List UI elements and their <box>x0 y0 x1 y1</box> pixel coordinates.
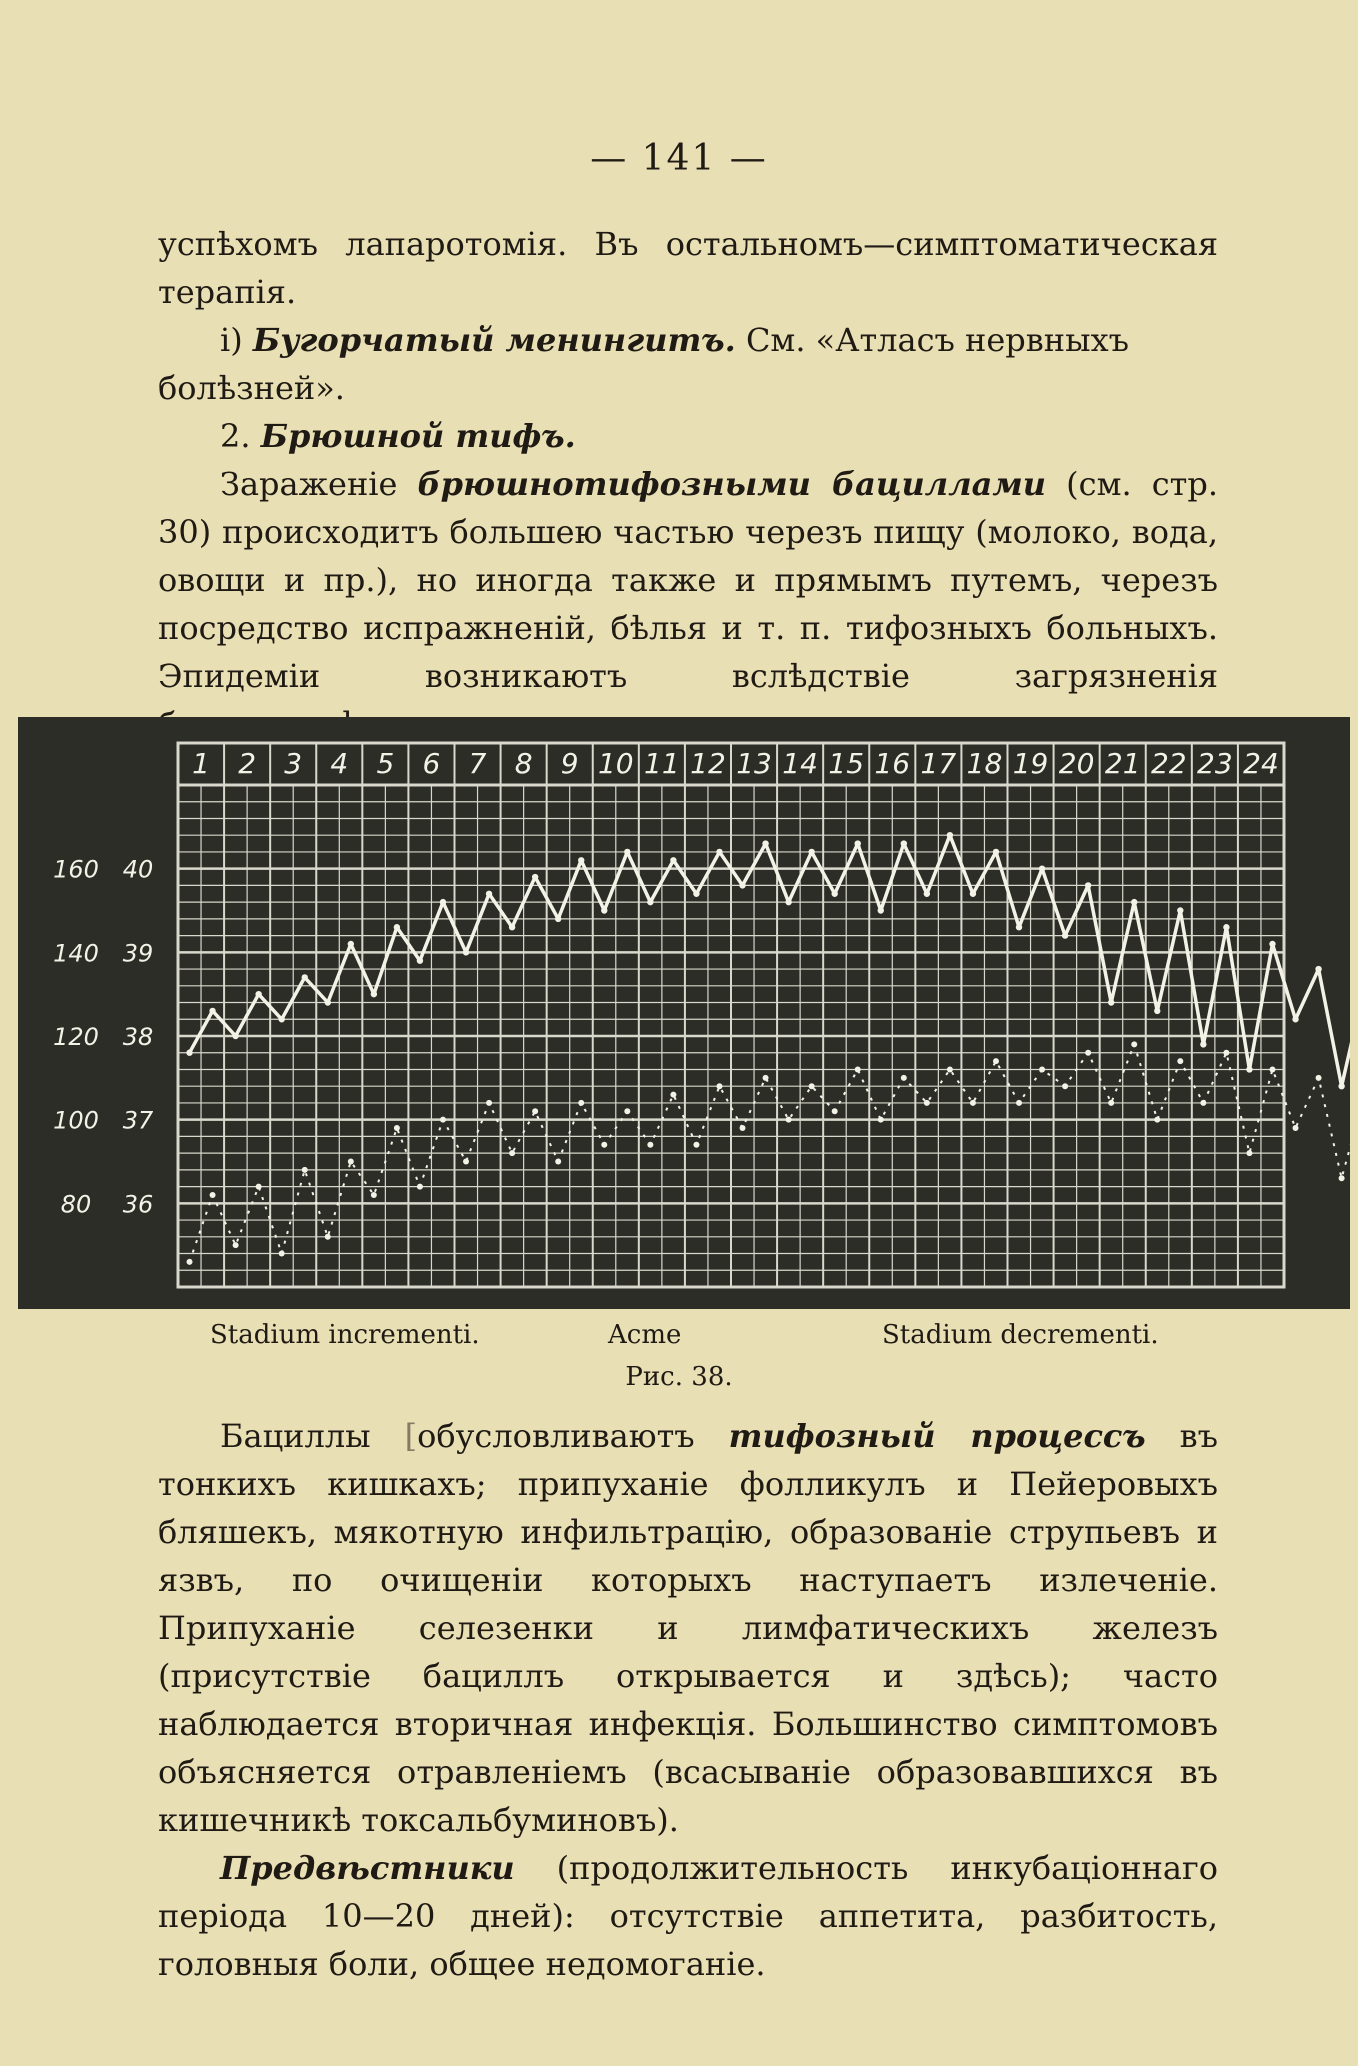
pulse-tick-label: 100 <box>53 1106 99 1135</box>
pulse-point <box>993 1058 999 1064</box>
temperature-point <box>1315 966 1321 972</box>
pulse-point <box>348 1159 354 1165</box>
pulse-point <box>901 1075 907 1081</box>
pulse-point <box>1269 1066 1275 1072</box>
temperature-point <box>348 941 354 947</box>
term-prodromes: Предвѣстники <box>220 1849 515 1887</box>
day-label: 12 <box>690 747 726 780</box>
phase-label-decrementi: Stadium decrementi. <box>882 1320 1159 1350</box>
day-label: 10 <box>597 747 634 780</box>
phase-label-incrementi: Stadium incrementi. <box>210 1320 480 1350</box>
temperature-point <box>970 891 976 897</box>
day-label: 11 <box>644 747 680 780</box>
temperature-point <box>440 899 446 905</box>
pulse-point <box>809 1083 815 1089</box>
temperature-point <box>463 949 469 955</box>
temperature-point <box>855 840 861 846</box>
temperature-point <box>1016 924 1022 930</box>
fever-chart <box>18 717 1350 1309</box>
pulse-point <box>647 1142 653 1148</box>
term-typhoid-process: тифозный процессъ <box>728 1417 1146 1455</box>
pulse-point <box>279 1251 285 1257</box>
pulse-point <box>1246 1150 1252 1156</box>
pulse-tick-label: 120 <box>53 1023 99 1051</box>
pulse-point <box>210 1192 216 1198</box>
pulse-point <box>1039 1066 1045 1072</box>
temperature-point <box>486 891 492 897</box>
temperature-point <box>739 882 745 888</box>
pulse-point <box>786 1117 792 1123</box>
temperature-point <box>1062 932 1068 938</box>
pulse-point <box>325 1234 331 1240</box>
pulse-point <box>578 1100 584 1106</box>
day-label: 3 <box>284 747 303 780</box>
term-bacilli: брюшнотифозными бациллами <box>417 465 1047 503</box>
pulse-point <box>1108 1100 1114 1106</box>
temperature-point <box>1223 924 1229 930</box>
pulse-point <box>463 1159 469 1165</box>
pulse-point <box>509 1150 515 1156</box>
day-label: 6 <box>422 747 441 780</box>
temperature-point <box>647 899 653 905</box>
temperature-point <box>901 840 907 846</box>
paragraph-infection: Зараженіе брюшнотифозными бациллами (см. стр. 30) происходитъ большею частью черезъ пищу (молоко, вода, овощи и пр.), но иногда также и прямымъ путемъ, черезъ посредство испражненій, бѣлья и т. п. тифозныхъ больныхъ. Эпидеміи возникаютъ вслѣдствіе загрязненія <box>158 465 1219 695</box>
temperature-point <box>947 832 953 838</box>
day-labels <box>192 747 1279 780</box>
temperature-point <box>1246 1066 1252 1072</box>
pulse-point <box>233 1242 239 1248</box>
temperature-point <box>209 1008 215 1014</box>
term-meningitis: Бугорчатый менингитъ. <box>252 321 736 359</box>
temperature-point <box>762 840 768 846</box>
day-label: 17 <box>920 747 957 780</box>
temperature-point <box>232 1033 238 1039</box>
temperature-point <box>785 899 791 905</box>
temperature-point <box>417 958 423 964</box>
chart-grid <box>178 743 1284 1287</box>
pulse-point <box>924 1100 930 1106</box>
paragraph-meningitis: i) Бугорчатый менингитъ. См. «Атласъ нервныхъ болѣзней». <box>158 321 1129 407</box>
pulse-point <box>601 1142 607 1148</box>
day-label: 16 <box>874 747 911 780</box>
day-label: 19 <box>1012 747 1049 780</box>
temperature-point <box>993 849 999 855</box>
temperature-tick-label: 39 <box>122 939 154 968</box>
pulse-point <box>371 1192 377 1198</box>
temperature-point <box>186 1050 192 1056</box>
pulse-point <box>855 1066 861 1072</box>
day-label: 5 <box>376 747 395 780</box>
temperature-point <box>716 849 722 855</box>
temperature-point <box>670 857 676 863</box>
axis-labels <box>53 856 154 1219</box>
section-heading-typhoid: 2. Брюшной тифъ. <box>220 417 576 455</box>
page-number: — 141 — <box>590 138 768 179</box>
paragraph-surgery: успѣхомъ лапаротомія. Въ остальномъ—симптоматическая терапія. <box>158 225 1218 311</box>
temperature-point <box>1292 1016 1298 1022</box>
pulse-point <box>1200 1100 1206 1106</box>
temperature-point <box>1338 1083 1344 1089</box>
day-label: 13 <box>736 747 772 780</box>
temperature-point <box>831 891 837 897</box>
day-label: 15 <box>828 747 865 780</box>
pulse-point <box>394 1125 400 1131</box>
temperature-point <box>509 924 515 930</box>
day-label: 22 <box>1150 747 1187 780</box>
pulse-point <box>532 1108 538 1114</box>
phase-label-acme: Acme <box>608 1320 682 1350</box>
temperature-point <box>878 907 884 913</box>
temperature-point <box>601 907 607 913</box>
term-typhoid: Брюшной тифъ. <box>260 417 576 455</box>
bottom-text-block <box>158 1412 1218 1988</box>
pulse-point <box>832 1108 838 1114</box>
day-label: 4 <box>330 747 349 780</box>
day-label: 1 <box>192 747 210 780</box>
pulse-tick-label: 160 <box>53 855 99 884</box>
temperature-point <box>693 891 699 897</box>
day-label: 8 <box>514 747 533 780</box>
day-label: 21 <box>1104 747 1141 780</box>
pulse-point <box>417 1184 423 1190</box>
pulse-point <box>740 1125 746 1131</box>
temperature-point <box>1200 1041 1206 1047</box>
pulse-point <box>256 1184 262 1190</box>
temperature-point <box>555 916 561 922</box>
temperature-point <box>578 857 584 863</box>
pulse-point <box>302 1167 308 1173</box>
day-label: 2 <box>238 747 257 780</box>
temperature-point <box>924 891 930 897</box>
temperature-point <box>325 999 331 1005</box>
pulse-point <box>716 1083 722 1089</box>
chart-marks <box>186 832 1350 1265</box>
pulse-point <box>1293 1125 1299 1131</box>
margin-mark: [ <box>404 1417 418 1455</box>
pulse-point <box>1062 1083 1068 1089</box>
day-label: 18 <box>966 747 1003 780</box>
pulse-point <box>763 1075 769 1081</box>
temperature-point <box>1108 999 1114 1005</box>
pulse-point <box>1154 1117 1160 1123</box>
pulse-point <box>1339 1175 1345 1181</box>
temperature-tick-label: 40 <box>122 855 154 884</box>
pulse-point <box>670 1092 676 1098</box>
temperature-point <box>394 924 400 930</box>
pulse-point <box>693 1142 699 1148</box>
day-label: 23 <box>1197 747 1233 780</box>
temperature-point <box>808 849 814 855</box>
pulse-point <box>1316 1075 1322 1081</box>
temperature-point <box>1131 899 1137 905</box>
top-text-block <box>158 220 1218 748</box>
temperature-point <box>1085 882 1091 888</box>
paragraph-prodromes: Предвѣстники (продолжительность инкубаціоннаго періода 10—20 дней): отсутствіе аппетита, разбитость, головныя боли, общее недомоганіе. <box>158 1849 1218 1983</box>
temperature-point <box>371 991 377 997</box>
pulse-point <box>1131 1041 1137 1047</box>
temperature-tick-label: 38 <box>122 1023 154 1051</box>
temperature-point <box>1177 907 1183 913</box>
temperature-point <box>1154 1008 1160 1014</box>
day-label: 14 <box>782 747 818 780</box>
figure-caption: Рис. 38. <box>625 1362 733 1392</box>
temperature-point <box>1039 865 1045 871</box>
day-label: 7 <box>468 747 487 780</box>
fever-chart-plate <box>18 717 1350 1309</box>
day-label: 24 <box>1243 747 1279 780</box>
pulse-point <box>970 1100 976 1106</box>
pulse-tick-label: 140 <box>53 939 99 968</box>
temperature-point <box>255 991 261 997</box>
temperature-point <box>1269 941 1275 947</box>
temperature-tick-label: 37 <box>122 1106 154 1135</box>
pulse-tick-label: 80 <box>60 1190 92 1219</box>
pulse-point <box>555 1159 561 1165</box>
pulse-point <box>187 1259 193 1265</box>
temperature-point <box>302 974 308 980</box>
day-label: 9 <box>560 747 579 780</box>
temperature-tick-label: 36 <box>122 1190 154 1219</box>
pulse-point <box>440 1117 446 1123</box>
temperature-point <box>278 1016 284 1022</box>
pulse-point <box>1085 1050 1091 1056</box>
pulse-point <box>947 1066 953 1072</box>
temperature-point <box>532 874 538 880</box>
day-label: 20 <box>1058 747 1095 780</box>
pulse-point <box>878 1117 884 1123</box>
temperature-point <box>624 849 630 855</box>
pulse-point <box>1177 1058 1183 1064</box>
pulse-point <box>486 1100 492 1106</box>
pulse-point <box>1223 1050 1229 1056</box>
pulse-point <box>1016 1100 1022 1106</box>
paragraph-pathology: Бациллы [обусловливаютъ тифозный процессъ въ тонкихъ кишкахъ; припуханіе фолликулъ и Пейеровыхъ бляшекъ, мякотную инфильтрацію, образованіе струпьевъ и язвъ, по очищеніи которыхъ наступаетъ излеченіе. Припуханіе селезенки и лимфатическихъ железъ (присутствіе бациллъ открывается и здѣсь); часто наблюдается вторичная инфекція. Большинство симптомовъ объясняется отравленіемъ (всасываніе образовавшихся въ кишечникѣ токсальбуминовъ). <box>158 1417 1219 1839</box>
pulse-point <box>624 1108 630 1114</box>
